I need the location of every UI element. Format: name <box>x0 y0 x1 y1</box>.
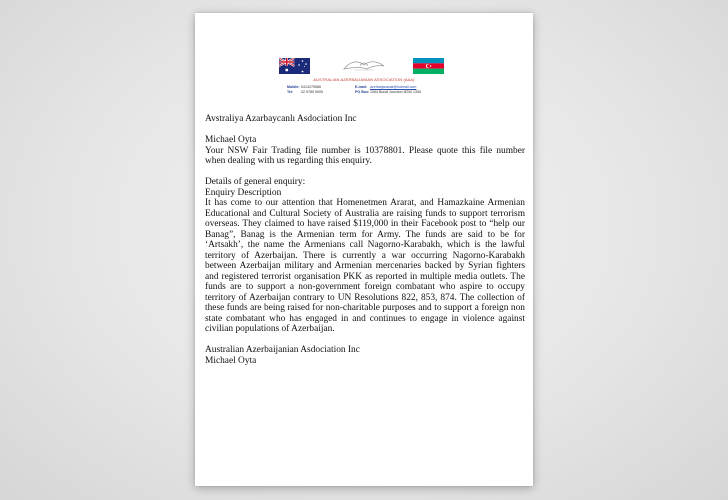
australia-flag-icon <box>279 58 310 74</box>
signoff-name: Michael Oyta <box>205 355 257 366</box>
contact-name: Michael Oyta <box>205 135 257 145</box>
file-notice: Your NSW Fair Trading file number is 10378801. Please quote this file number when dealing with us regarding this enquiry. <box>205 145 525 166</box>
email-label: E-mail: <box>355 85 367 89</box>
pobox-value: 1064 Bondi Junction NSW 1355 <box>370 90 421 94</box>
letter-body <box>205 114 525 366</box>
enquiry-heading: Enquiry Description <box>205 187 282 198</box>
details-heading: Details of general enquiry: <box>205 177 306 187</box>
letterhead <box>195 13 533 113</box>
tel-value: 02 9789 5005 <box>301 90 323 94</box>
pobox-label: PO Box: <box>355 90 370 94</box>
association-logo-icon <box>340 57 388 75</box>
contact-phone-block <box>287 85 323 95</box>
tel-label: Tel: <box>287 90 294 94</box>
recipient-org: Avstraliya Azarbaycanlı Asdociation Inc <box>205 114 357 124</box>
letter-page <box>195 13 533 486</box>
mobile-value: 0414275566 <box>301 85 321 89</box>
email-link[interactable]: azerbaijanaust@hotmail.com <box>370 85 417 89</box>
signoff-org: Australian Azerbaijanian Asdociation Inc <box>205 345 360 355</box>
association-name: AUSTRALIAN AZERBAIJANIAN ASSOCIATION (AAA) <box>313 77 415 82</box>
enquiry-body: It has come to our attention that Homenetmen Ararat, and Hamazkaine Armenian Educational and Cultural Society of Australia are raising funds to support terrorism overseas. They claimed to have raised $119,000 in their Facebook post to “help our Banag”, Banag is the Armenian term for Army. The funds are said to be for ‘Artsakh’, the name the Armenians call Nagorno-Karabakh, which is the lawful territory of Azerbaijan. There is currently a war occurring Nagorno-Karabakh between Azerbaijan military and Armenian mercenaries backed by Syrian fighters and registered terrorist organisation PKK as reported in multiple media outlets. The funds are to support a non-government foreign combatant who aspire to occupy territory of Azerbaijan contrary to UN Resolutions 822, 853, 874. The collection of these funds are being raised for non-charitable purposes and to support a foreign non state combatant who has engaged in and continues to engage in violence against civilian populations of Azerbaijan. <box>205 198 525 334</box>
contact-address-block <box>355 85 421 95</box>
azerbaijan-flag-icon <box>413 58 444 74</box>
mobile-label: Mobile: <box>287 85 300 89</box>
